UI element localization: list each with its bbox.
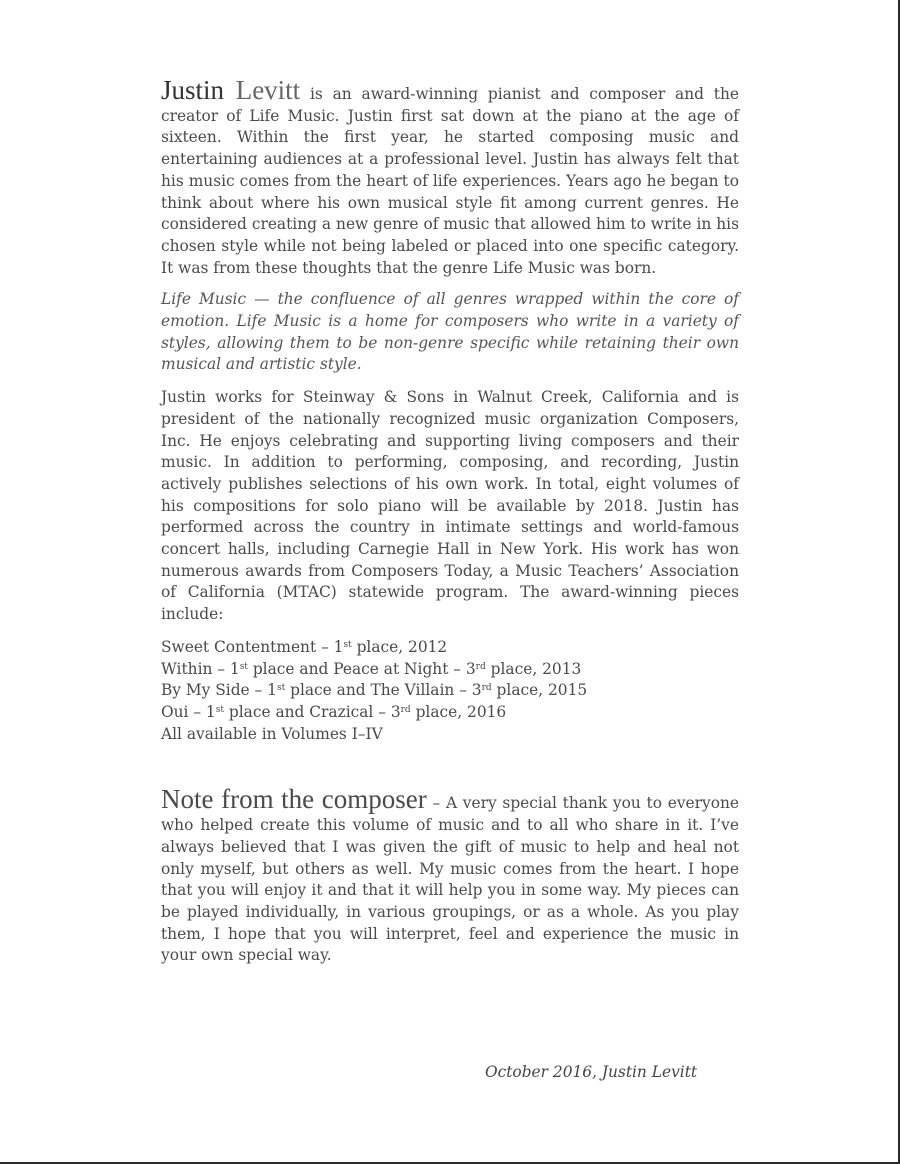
award-item: Within – 1st place and Peace at Night – 3rd place, 2013 [161,659,582,678]
composer-note-paragraph [161,784,739,967]
composer-note-heading: Note from the composer [161,784,427,815]
composer-note-body: – A very special thank you to everyone who helped create this volume of music and to all who share in it. I’ve always believed that I was given the gift of music to help and heal not only myself, but others as well. My music comes from the heart. I hope that you will enjoy it and that it will help you in some way. My pieces can be played individually, in various groupings, or as a whole. As you play them, I hope that you will interpret, feel and experience the music in your own special way. [161,794,739,965]
bio-intro-text: is an award-winning pianist and composer and the creator of Life Music. Justin first sat down at the piano at the age of sixteen. Within the first year, he started composing music and entertaining audiences at a professional level. Justin has always felt that his music comes from the heart of life experiences. Years ago he began to think about where his own musical style fit among current genres. He considered creating a new genre of music that allowed him to write in his chosen style while not being labeled or placed into one specific category. It was from these thoughts that the genre Life Music was born. [161,85,739,277]
composer-name [161,75,300,105]
document-body [161,75,739,967]
award-item: Sweet Contentment – 1st place, 2012 [161,637,448,656]
signature-line: October 2016, Justin Levitt [485,1063,698,1081]
life-music-definition: Life Music — the confluence of all genres wrapped within the core of emotion. Life Music is a home for composers who write in a variety of styles, allowing them to be non-genre specific while retaining their own musical and artistic style. [161,290,739,374]
bio-paragraph [161,75,739,279]
awards-list [161,637,739,746]
award-item: Oui – 1st place and Crazical – 3rd place, 2016 [161,702,507,721]
career-paragraph: Justin works for Steinway & Sons in Walnut Creek, California and is president of the nationally recognized music organization Composers, Inc. He enjoys celebrating and supporting living composers and their music. In addition to performing, composing, and recording, Justin actively publishes selections of his own work. In total, eight volumes of his compositions for solo piano will be available by 2018. Justin has performed across the country in intimate settings and world-famous concert halls, including Carnegie Hall in New York. His work has won numerous awards from Composers Today, a Music Teachers’ Association of California (MTAC) statewide program. The award-winning pieces include: [161,388,739,624]
awards-volumes-note: All available in Volumes I–IV [161,724,383,743]
composer-first-name: Justin [161,75,225,105]
composer-last-name: Levitt [235,75,301,105]
award-item: By My Side – 1st place and The Villain – 3rd place, 2015 [161,681,588,700]
